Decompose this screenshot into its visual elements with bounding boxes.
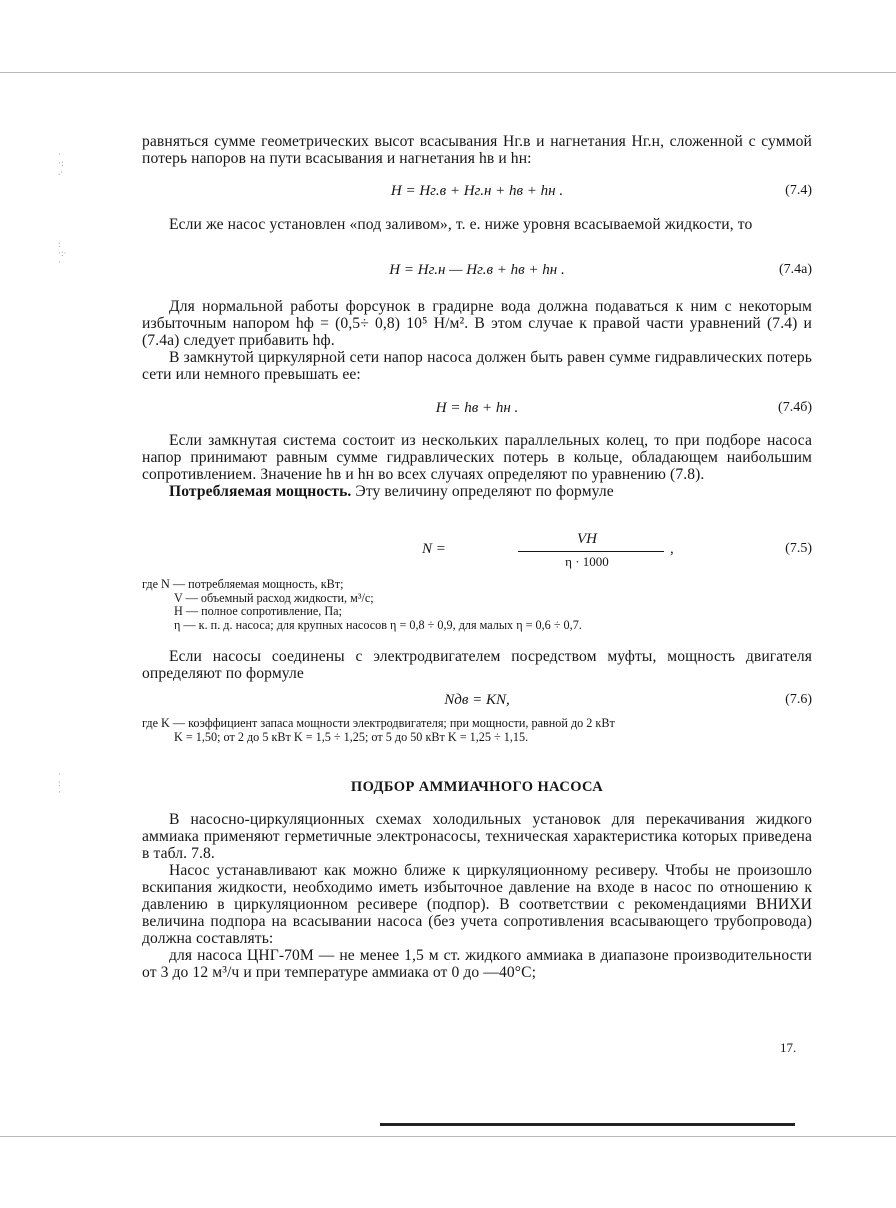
- legend-line: η — к. п. д. насоса; для крупных насосов η = 0,8 ÷ 0,9, для малых η = 0,6 ÷ 0,7.: [174, 617, 582, 632]
- fraction-bar: [518, 551, 664, 552]
- legend-line: H — полное сопротивление, Па;: [174, 604, 342, 619]
- paragraph: Если замкнутая система состоит из нескольких параллельных колец, то при подборе насоса напор принимают равным сумме гидравлических потерь в кольце, обладающем наибольшим сопротивлением. Значение hв и hн во всех случаях определяют по уравнению (7.8).: [142, 432, 812, 483]
- equation-number: (7.4): [785, 183, 812, 198]
- equation-number: (7.5): [785, 541, 812, 556]
- legend-line: V — объемный расход жидкости, м³/с;: [174, 590, 374, 605]
- page-number: 17.: [780, 1040, 797, 1055]
- equation-formula: Nдв = KN,: [444, 692, 510, 708]
- section-run-in-title: Потребляемая мощность.: [169, 483, 352, 500]
- fraction-denominator: η · 1000: [565, 554, 609, 569]
- equation-7-5: [142, 531, 812, 571]
- text-block-6: [142, 811, 812, 981]
- text-block-2: [142, 216, 812, 233]
- paragraph: равняться сумме геометрических высот всасывания Hг.в и нагнетания Hг.н, сложенной с суммой потерь напоров на пути всасывания и нагнетания hв и hн:: [142, 133, 812, 167]
- footer-rule: [380, 1123, 795, 1126]
- paragraph: В замкнутой циркулярной сети напор насоса должен быть равен сумме гидравлических потерь сети или немного превышать ее:: [142, 349, 812, 383]
- equation-formula: H = Hг.н — Hг.в + hв + hн .: [389, 262, 565, 278]
- equation-number: (7.6): [785, 692, 812, 707]
- equation-formula: H = hв + hн .: [435, 400, 519, 416]
- text-block-5: [142, 648, 812, 682]
- legend-line: где N — потребляемая мощность, кВт;: [142, 577, 344, 591]
- text-block-3: [142, 298, 812, 383]
- equation-7-4a: [142, 262, 812, 282]
- equation-tail: ,: [670, 541, 674, 557]
- margin-speckles: : ·:· ·: [58, 239, 67, 267]
- section-heading: ПОДБОР АММИАЧНОГО НАСОСА: [350, 779, 604, 795]
- equation-number: (7.4а): [778, 262, 812, 277]
- legend-line: K = 1,50; от 2 до 5 кВт K = 1,5 ÷ 1,25; от 5 до 50 кВт K = 1,25 ÷ 1,15.: [174, 729, 529, 744]
- fraction-numerator: VH: [577, 531, 597, 547]
- legend-line: где K — коэффициент запаса мощности электродвигателя; при мощности, равной до 2 кВт: [142, 716, 615, 730]
- paragraph-text: Эту величину определяют по формуле: [351, 483, 614, 500]
- paragraph: Для нормальной работы форсунок в градирне вода должна подаваться к ним с некоторым избыточным напором hф = (0,5÷ 0,8) 10⁵ Н/м². В этом случае к правой части уравнений (7.4) и (7.4а) следует прибавить hф.: [142, 298, 812, 349]
- bottom-rule: [0, 1136, 896, 1137]
- paragraph: Если же насос установлен «под заливом», т. е. ниже уровня всасываемой жидкости, то: [169, 216, 753, 233]
- text-block-1: [142, 133, 812, 167]
- paragraph: В насосно-циркуляционных схемах холодильных установок для перекачивания жидкого аммиака применяют герметичные электронасосы, техническая характеристика которых приведена в табл. 7.8.: [142, 811, 812, 862]
- paragraph: для насоса ЦНГ-70М — не менее 1,5 м ст. жидкого аммиака в диапазоне производительности от 3 до 12 м³/ч и при температуре аммиака от 0 до —40°С;: [142, 947, 812, 981]
- text-block-4: [142, 432, 812, 500]
- equation-7-6: [142, 692, 812, 712]
- margin-speckles: · : ·: [58, 769, 61, 797]
- equation-number: (7.4б): [778, 400, 812, 415]
- paragraph: [142, 483, 812, 500]
- paragraph: Если насосы соединены с электродвигателем посредством муфты, мощность двигателя определяют по формуле: [142, 648, 812, 682]
- top-rule: [0, 72, 896, 73]
- equation-7-4: [142, 183, 812, 203]
- legend-2: [142, 717, 822, 744]
- margin-speckles: · ·: .·: [58, 149, 64, 177]
- paragraph: Насос устанавливают как можно ближе к циркуляционному ресиверу. Чтобы не произошло вскипания жидкости, необходимо иметь избыточное давление на входе в насос по отношению к давлению в циркуляционном ресивере (подпор). В соответствии с рекомендациями ВНИХИ величина подпора на всасывании насоса (без учета сопротивления всасывающего трубопровода) должна составлять:: [142, 862, 812, 947]
- equation-formula: H = Hг.в + Hг.н + hв + hн .: [390, 183, 564, 199]
- equation-7-4b: [142, 400, 812, 420]
- legend-1: [142, 578, 822, 632]
- equation-lhs: N =: [422, 541, 446, 557]
